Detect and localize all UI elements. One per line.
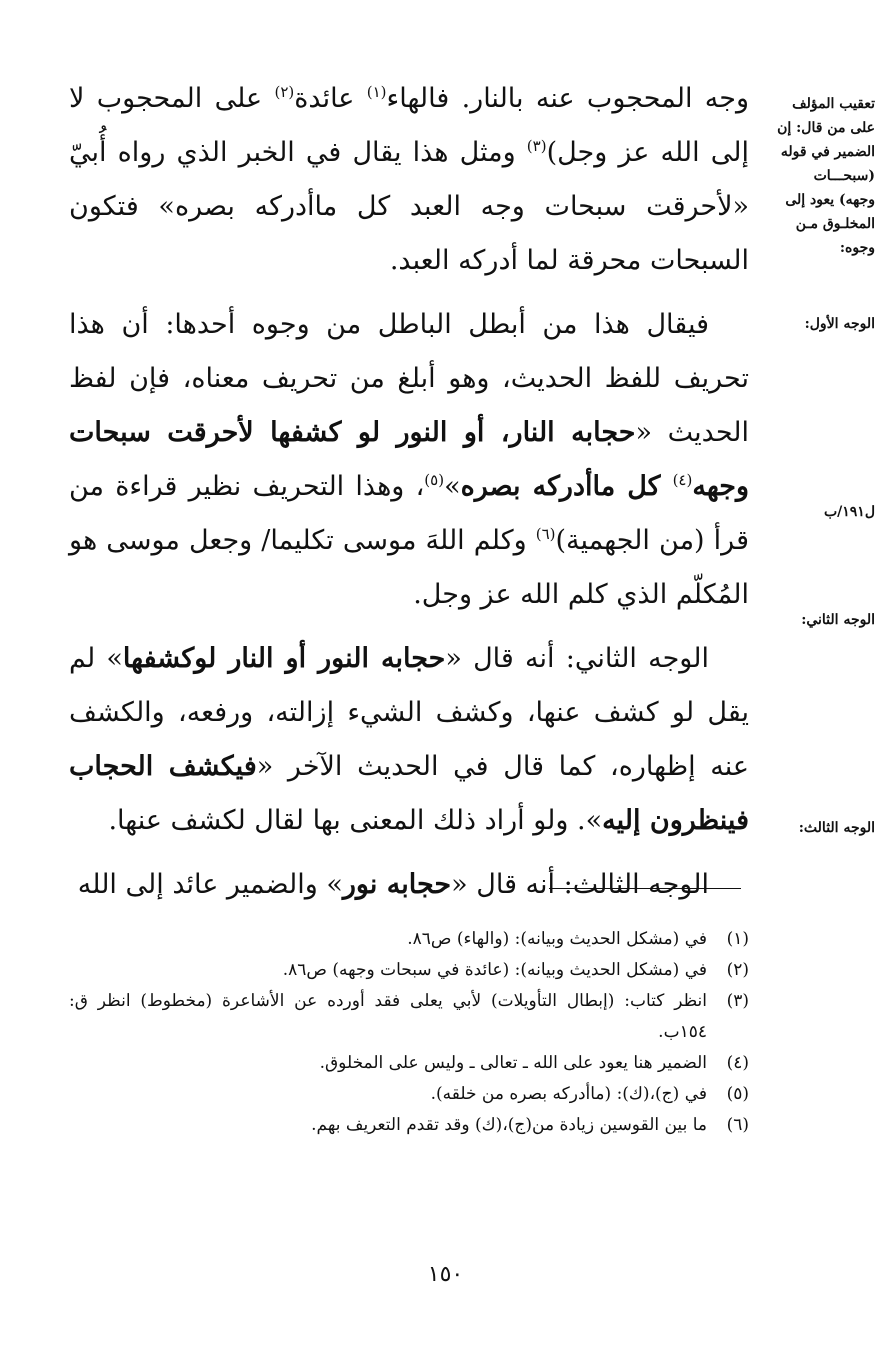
footnote-text: في (مشكل الحديث وبيانه): (عائدة في سبحات وجهه) ص٨٦.: [282, 960, 707, 980]
margin-note-manuscript-ref: ل١٩١/ب: [823, 504, 875, 520]
text-run: »: [444, 471, 461, 502]
paragraph-third-aspect: [69, 858, 749, 912]
text-run: الوجه الثاني: أنه قال «: [445, 643, 709, 674]
text-run: فيقال هذا من أبطل الباطل من وجوه أحدها: أن هذا تحريف للفظ الحديث، وهو أبلغ من تحريف معناه، فإن لفظ الحديث «: [69, 309, 749, 448]
footnote-reference: (٣): [526, 137, 547, 155]
hadith-quote: حجابه النار، أو النور لو كشفها لأحرقت سبحات وجهه: [69, 417, 749, 502]
text-run: على المحجوب لا إلى الله عز وجل): [69, 83, 749, 168]
text-run: » والضمير عائد إلى الله: [77, 869, 343, 900]
page-number: ١٥٠: [427, 1262, 464, 1287]
footnote-text: ما بين القوسين زيادة من(ج)،(ك) وقد تقدم التعريف بهم.: [311, 1115, 707, 1135]
margin-note-second-aspect: الوجه الثاني:: [801, 612, 875, 628]
footnote: [69, 1110, 749, 1141]
hadith-quote: كل ماأدركه بصره: [460, 471, 673, 502]
footnote-text: انظر كتاب: (إبطال التأويلات) لأبي يعلى فقد أورده عن الأشاعرة (مخطوط) انظر ق: ١٥٤ب.: [69, 991, 707, 1042]
footnote-reference: (١): [366, 83, 387, 101]
text-run: وكلم اللهَ موسى تكليما/ وجعل موسى هو المُكلّم الذي كلم الله عز وجل.: [69, 525, 749, 610]
hadith-quote: فيكشف الحجاب فينظرون إليه: [69, 751, 749, 836]
footnote-text: الضمير هنا يعود على الله ـ تعالى ـ وليس على المخلوق.: [319, 1053, 707, 1073]
text-run: وجه المحجوب عنه بالنار. فالهاء: [386, 83, 749, 114]
footnote: [69, 986, 749, 1048]
text-run: » لم يقل لو كشف عنها، وكشف الشيء إزالته، ورفعه، والكشف عنه إظهاره، كما قال في الحديث الآخر «: [69, 643, 749, 782]
text-run: ، وهذا التحريف نظير قراءة من قرأ (من الجهمية): [69, 471, 749, 556]
footnote: [69, 1079, 749, 1110]
margin-note-first-aspect: الوجه الأول:: [804, 316, 875, 332]
footnote-number: (١): [726, 929, 749, 949]
text-run: ومثل هذا يقال في الخبر الذي رواه أُبيّ «لأحرقت سبحات وجه العبد كل ماأدركه بصره» فتكون السبحات محرقة لما أدركه العبد.: [69, 137, 749, 276]
text-run: عائدة: [294, 83, 367, 114]
footnote-reference: (٥): [424, 471, 445, 489]
hadith-quote: حجابه النور أو النار لوكشفها: [122, 643, 446, 674]
footnote-separator: [549, 888, 741, 889]
footnote-number: (٦): [726, 1115, 749, 1135]
footnote-reference: (٢): [274, 83, 295, 101]
main-text: [69, 72, 749, 922]
margin-note-third-aspect: الوجه الثالث:: [798, 820, 875, 836]
footnote-text: في (مشكل الحديث وبيانه): (والهاء) ص٨٦.: [407, 929, 707, 949]
footnote: [69, 1048, 749, 1079]
text-run: الوجه الثالث: أنه قال «: [451, 869, 709, 900]
footnote-reference: (٦): [535, 525, 556, 543]
paragraph-first-aspect: [69, 298, 749, 622]
hadith-quote: حجابه نور: [342, 869, 452, 900]
footnote-number: (٣): [726, 991, 749, 1011]
paragraph-intro: [69, 72, 749, 288]
footnote-number: (٥): [726, 1084, 749, 1104]
paragraph-second-aspect: [69, 632, 749, 848]
footnote: [69, 924, 749, 955]
footnote: [69, 955, 749, 986]
footnote-text: في (ج)،(ك): (ماأدركه بصره من خلقه).: [430, 1084, 707, 1104]
footnote-number: (٤): [726, 1053, 749, 1073]
footnotes: [69, 924, 749, 1141]
text-run: ». ولو أراد ذلك المعنى بها لقال لكشف عنها.: [108, 805, 603, 836]
margin-note-author-comment: تعقيب المؤلف على من قال: إن الضمير في قوله (سبحـــات وجهه) يعود إلى المخلـوق مـن وجوه:: [777, 96, 875, 256]
footnote-reference: (٤): [672, 471, 693, 489]
footnote-number: (٢): [726, 960, 749, 980]
